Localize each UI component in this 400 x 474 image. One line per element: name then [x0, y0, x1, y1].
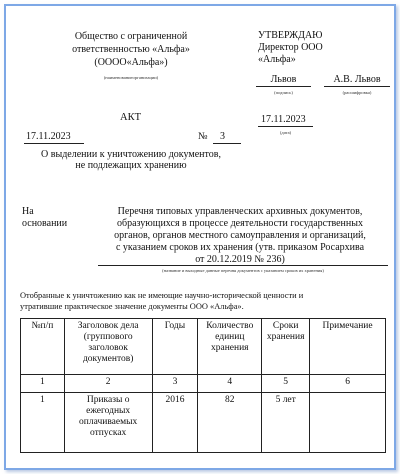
basis-text [90, 206, 390, 266]
act-subject [18, 149, 244, 171]
approval-date-line [258, 126, 313, 127]
numbering-cell: 5 [262, 375, 310, 393]
name-line [324, 86, 390, 87]
row-note [310, 393, 386, 453]
intro-line: утратившие практическое значение документы ООО «Альфа». [20, 302, 244, 311]
basis-label [22, 206, 67, 230]
act-subject-line: О выделении к уничтожению документов, [41, 149, 221, 160]
name-caption: (расшифровка) [342, 90, 372, 95]
approver-name: А.В. Львов [333, 74, 381, 85]
documents-table [20, 318, 386, 453]
act-number-sign: № [198, 131, 208, 142]
act-date-line [24, 143, 84, 144]
table-header-row [21, 319, 386, 375]
approval-block [258, 30, 323, 66]
intro-text [20, 290, 390, 312]
basis-line [98, 265, 388, 266]
act-subject-line: не подлежащих хранению [75, 160, 187, 171]
approval-title: УТВЕРЖДАЮ [258, 30, 323, 41]
signature-line [256, 86, 311, 87]
org-name-caption: (наименованиеорганизации) [103, 75, 159, 80]
row-term: 5 лет [262, 393, 310, 453]
basis-text-line: органов, органов местного самоуправления и организаций, [114, 230, 366, 241]
row-number: 1 [21, 393, 65, 453]
approver-position-line: «Альфа» [258, 54, 296, 65]
organization-name [46, 30, 216, 69]
signature-caption: (подпись) [274, 90, 293, 95]
basis-text-line: с указанием сроков их хранения (утв. приказом Росархива [115, 242, 365, 253]
basis-text-line: образующихся в процессе деятельности государственных [117, 218, 363, 229]
org-name-line: (ОООО«Альфа») [94, 57, 168, 68]
header-cell-years: Годы [152, 319, 198, 375]
basis-text-line: Перечня типовых управленческих архивных документов, [117, 206, 363, 217]
row-title: Приказы о ежегодных оплачиваемых отпусках [64, 393, 152, 453]
act-number-line [213, 143, 241, 144]
numbering-cell: 1 [21, 375, 65, 393]
act-document [6, 6, 394, 468]
act-title: АКТ [120, 112, 141, 123]
header-cell-note: Примечание [310, 319, 386, 375]
approval-date-caption: (дата) [279, 130, 292, 135]
header-cell-term: Сроки хранения [262, 319, 310, 375]
numbering-cell: 2 [64, 375, 152, 393]
document-frame [4, 4, 396, 470]
intro-line: Отобранные к уничтожению как не имеющие научно-исторической ценности и [20, 291, 304, 300]
header-cell-count: Количество единиц хранения [198, 319, 262, 375]
numbering-cell: 4 [198, 375, 262, 393]
row-years: 2016 [152, 393, 198, 453]
basis-label-line: На [22, 206, 34, 217]
row-count: 82 [198, 393, 262, 453]
numbering-cell: 3 [152, 375, 198, 393]
header-cell-title: Заголовок дела (группового заголовок документов) [64, 319, 152, 375]
act-date: 17.11.2023 [26, 131, 71, 142]
basis-label-line: основании [22, 218, 68, 229]
approver-signature: Львов [270, 74, 297, 85]
table-row [21, 393, 386, 453]
table-numbering-row [21, 375, 386, 393]
org-name-line: Общество с ограниченной [74, 31, 188, 42]
approval-date: 17.11.2023 [261, 114, 306, 125]
approver-position-line: Директор ООО [258, 42, 323, 53]
act-number: 3 [220, 131, 225, 142]
header-cell-number: №п/п [21, 319, 65, 375]
basis-caption: (название и выходные данные перечня документов с указанием сроков их хранения) [162, 268, 324, 273]
basis-text-line: от 20.12.2019 № 236) [195, 254, 285, 265]
org-name-line: ответственностью «Альфа» [72, 44, 190, 55]
numbering-cell: 6 [310, 375, 386, 393]
